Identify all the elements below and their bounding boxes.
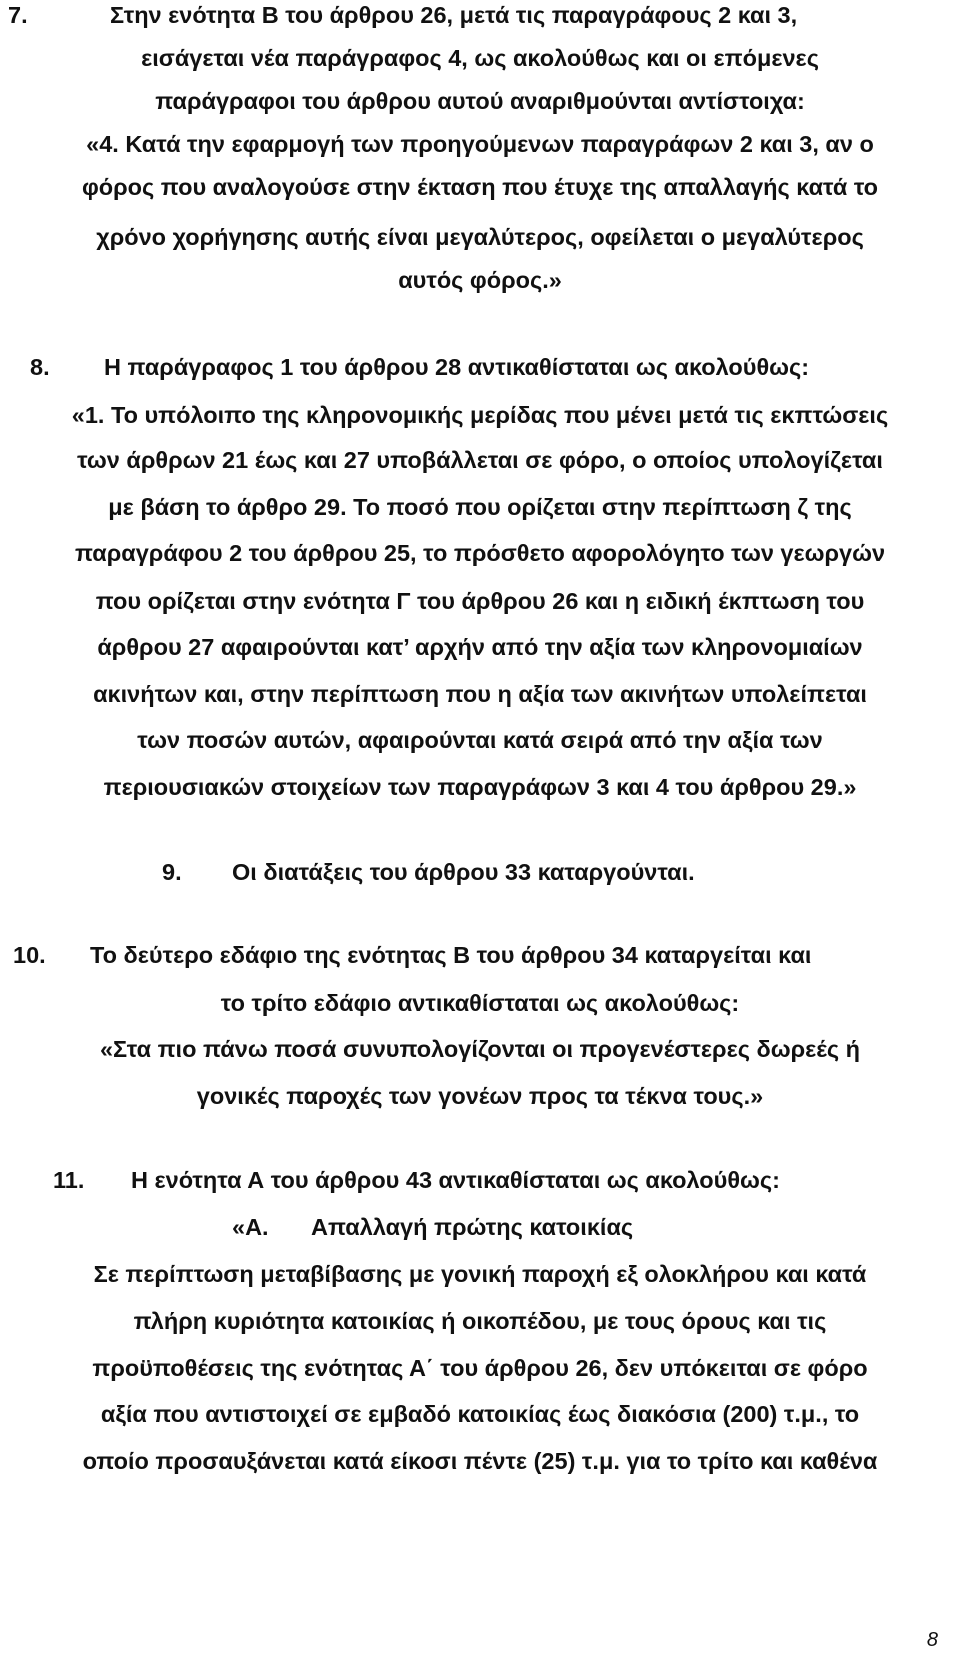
- item-8-line-6: άρθρου 27 αφαιρούνται κατ’ αρχήν από την αξία των κληρονομιαίων: [97, 634, 863, 660]
- item-8-line-3: με βάση το άρθρο 29. Το ποσό που ορίζεται στην περίπτωση ζ της: [108, 494, 852, 520]
- item-11-line-2: πλήρη κυριότητα κατοικίας ή οικοπέδου, με τους όρους και τις: [133, 1308, 827, 1334]
- item-7-line-2: εισάγεται νέα παράγραφος 4, ως ακολούθως και οι επόμενες: [141, 45, 819, 71]
- item-8-line-8: των ποσών αυτών, αφαιρούνται κατά σειρά από την αξία των: [137, 727, 823, 753]
- item-10-number: 10.: [13, 942, 46, 968]
- item-11-line-5: οποίο προσαυξάνεται κατά είκοσι πέντε (25) τ.μ. για το τρίτο και καθένα: [82, 1448, 878, 1474]
- item-7-line-7: αυτός φόρος.»: [398, 267, 562, 293]
- item-7-line-4: «4. Κατά την εφαρμογή των προηγούμενων παραγράφων 2 και 3, αν ο: [86, 131, 874, 157]
- page-number: 8: [926, 1629, 938, 1651]
- item-10-line-2: «Στα πιο πάνω ποσά συνυπολογίζονται οι προγενέστερες δωρεές ή: [99, 1036, 860, 1062]
- item-8-line-5: που ορίζεται στην ενότητα Γ του άρθρου 26 και η ειδική έκπτωση του: [95, 588, 865, 614]
- item-9-number: 9.: [162, 859, 182, 885]
- item-7-line-5: φόρος που αναλογούσε στην έκταση που έτυχε της απαλλαγής κατά το: [81, 174, 879, 200]
- item-11-heading: Η ενότητα Α του άρθρου 43 αντικαθίσταται ως ακολούθως:: [131, 1167, 780, 1193]
- item-11-sub-label: «Α.: [232, 1214, 269, 1240]
- item-10-line-3: γονικές παροχές των γονέων προς τα τέκνα τους.»: [196, 1083, 764, 1109]
- item-7-line-6: χρόνο χορήγησης αυτής είναι μεγαλύτερος, οφείλεται ο μεγαλύτερος: [96, 224, 864, 250]
- item-10-line-1: το τρίτο εδάφιο αντικαθίσταται ως ακολούθως:: [220, 990, 740, 1016]
- item-8-line-7: ακινήτων και, στην περίπτωση που η αξία των ακινήτων υπολείπεται: [93, 681, 867, 707]
- item-8-line-2: των άρθρων 21 έως και 27 υποβάλλεται σε φόρο, ο οποίος υπολογίζεται: [77, 447, 883, 473]
- item-8-line-4: παραγράφου 2 του άρθρου 25, το πρόσθετο αφορολόγητο των γεωργών: [74, 540, 886, 566]
- item-8-line-9: περιουσιακών στοιχείων των παραγράφων 3 και 4 του άρθρου 29.»: [103, 774, 857, 800]
- item-8-number: 8.: [30, 354, 50, 380]
- item-9-text: Οι διατάξεις του άρθρου 33 καταργούνται.: [232, 859, 695, 885]
- item-10-heading: Το δεύτερο εδάφιο της ενότητας Β του άρθρου 34 καταργείται και: [90, 942, 812, 968]
- item-11-number: 11.: [53, 1167, 85, 1193]
- item-11-sub-title: Απαλλαγή πρώτης κατοικίας: [311, 1214, 634, 1240]
- item-11-line-3: προϋποθέσεις της ενότητας Α΄ του άρθρου 26, δεν υπόκειται σε φόρο: [92, 1355, 868, 1381]
- item-8-heading: Η παράγραφος 1 του άρθρου 28 αντικαθίσταται ως ακολούθως:: [104, 354, 810, 380]
- item-8-line-1: «1. Το υπόλοιπο της κληρονομικής μερίδας που μένει μετά τις εκπτώσεις: [71, 402, 889, 428]
- item-7-line-3: παράγραφοι του άρθρου αυτού αναριθμούνται αντίστοιχα:: [155, 88, 805, 114]
- item-7-line-1: Στην ενότητα Β του άρθρου 26, μετά τις παραγράφους 2 και 3,: [110, 2, 798, 28]
- item-11-line-1: Σε περίπτωση μεταβίβασης με γονική παροχή εξ ολοκλήρου και κατά: [93, 1261, 867, 1287]
- item-7-number: 7.: [8, 2, 28, 28]
- item-11-line-4: αξία που αντιστοιχεί σε εμβαδό κατοικίας έως διακόσια (200) τ.μ., το: [100, 1401, 860, 1427]
